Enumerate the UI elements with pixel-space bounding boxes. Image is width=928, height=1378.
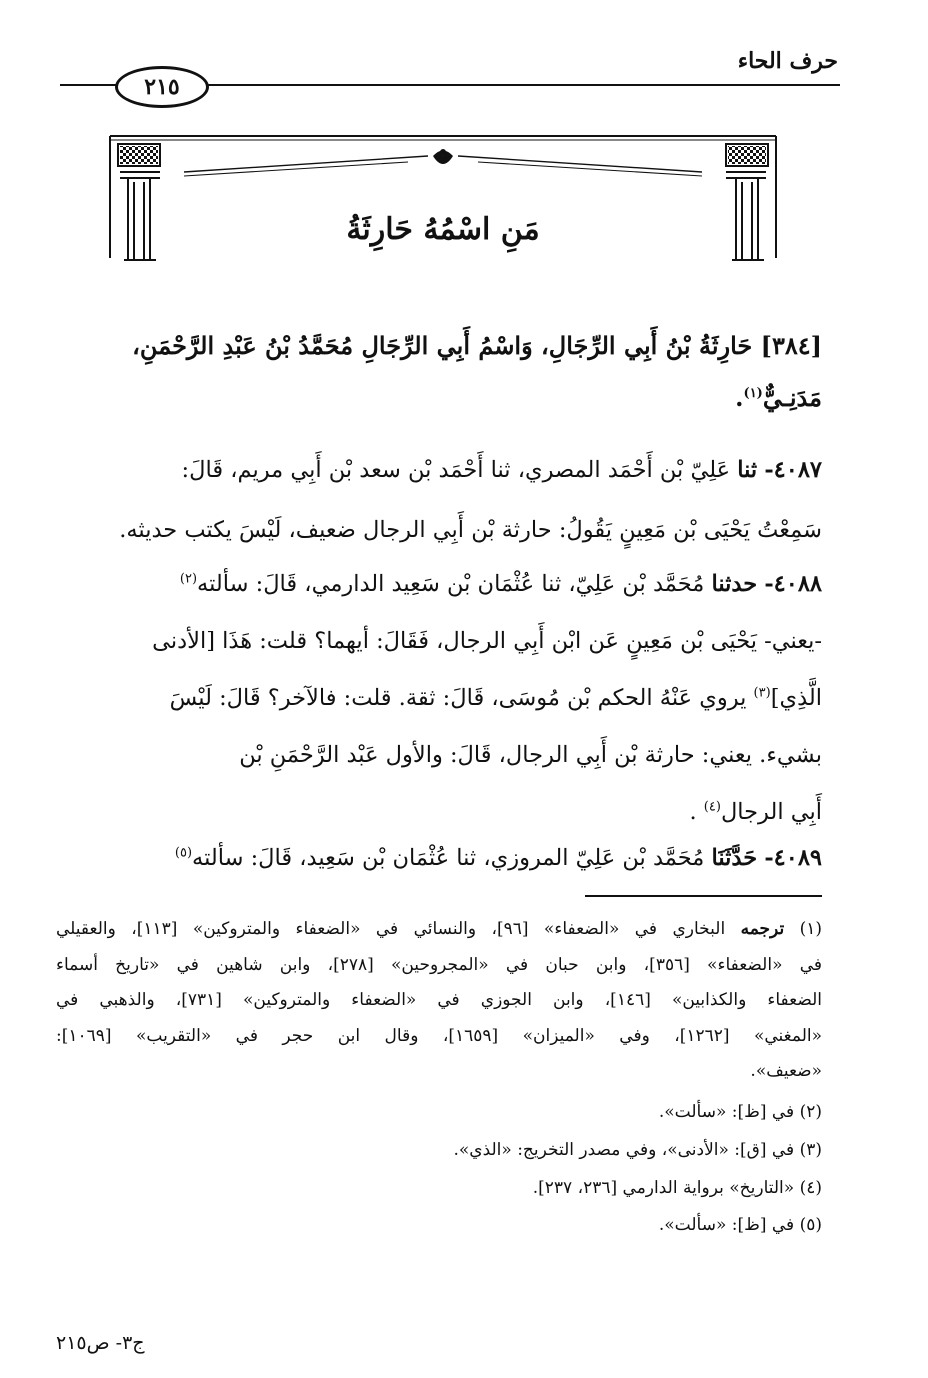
footnote-1 bbox=[56, 912, 822, 1090]
hadith-4088-line-3 bbox=[56, 670, 822, 727]
footnote-ref-4[interactable]: (٤) bbox=[703, 799, 721, 815]
hadith-4087 bbox=[56, 440, 822, 560]
hadith-text: يروي عَنْهُ الحكم بْن مُوسَى، قَالَ: ثقة. قلت: فالآخر؟ قَالَ: لَيْسَ bbox=[169, 685, 747, 711]
footnote-4: (٤) «التاريخ» برواية الدارمي [٢٣٦، ٢٣٧]. bbox=[532, 1178, 822, 1198]
section-title: مَنِ اسْمُهُ حَارِثَةُ bbox=[346, 212, 540, 247]
hadith-4087-line-1 bbox=[56, 440, 822, 500]
footnote-ref-5[interactable]: (٥) bbox=[174, 845, 193, 861]
volume-page-footer: ج٣- ص٢١٥ bbox=[56, 1332, 145, 1354]
entry-heading-line-1 bbox=[56, 320, 822, 372]
footnote-ref-3[interactable]: (٣) bbox=[753, 685, 771, 701]
entry-number: [٣٨٤] bbox=[760, 331, 822, 360]
ornamental-title-frame bbox=[108, 132, 778, 272]
hadith-4088 bbox=[56, 556, 822, 841]
narration-keyword: ثنا bbox=[737, 457, 758, 483]
footnote-keyword: ترجمه bbox=[740, 919, 785, 939]
page-number-badge bbox=[115, 66, 209, 108]
hadith-4089-line-1 bbox=[56, 838, 822, 878]
hadith-text: مُحَمَّد بْن عَلِيّ، ثنا عُثْمَان بْن سَعِيد الدارمي، قَالَ: سألته bbox=[197, 571, 705, 597]
hadith-text: عَلِيّ بْن أَحْمَد المصري، ثنا أَحْمَد بْن سعد بْن أَبِي مريم، قَالَ: bbox=[181, 457, 731, 483]
hadith-number: ٤٠٨٨- bbox=[764, 571, 822, 597]
hadith-text: أَبِي الرجال bbox=[720, 799, 822, 825]
footnote-5: (٥) في [ظ]: «سألت». bbox=[658, 1215, 822, 1235]
footnote-separator bbox=[585, 895, 822, 897]
hadith-4088-line-5 bbox=[56, 784, 822, 841]
hadith-text: مُحَمَّد بْن عَلِيّ المروزي، ثنا عُثْمَان بْن سَعِيد، قَالَ: سألته bbox=[192, 845, 705, 871]
hadith-4089 bbox=[56, 838, 822, 878]
hadith-text: الَّذِي] bbox=[770, 685, 822, 711]
footnote-1-line-2: في «الضعفاء» [٣٥٦]، وابن حبان في «المجروحين» [٢٧٨]، وابن شاهين في «تاريخ أسماء bbox=[56, 954, 822, 975]
entry-heading-line-2 bbox=[56, 372, 822, 424]
hadith-4088-line-2: -يعني- يَحْيَى بْن مَعِينٍ عَن ابْن أَبِي الرجال، فَقَالَ: أيهما؟ قلت: هَذَا [الأدنى bbox=[152, 628, 822, 654]
narration-keyword: حَدَّثَنَا bbox=[711, 845, 758, 871]
entry-line-2: مَدَنِـيٌّ bbox=[762, 383, 822, 412]
entry-heading bbox=[56, 320, 822, 424]
hadith-4088-line-4: بشيء. يعني: حارثة بْن أَبِي الرجال، قَالَ: والأول عَبْد الرَّحْمَنِ بْن bbox=[239, 742, 822, 768]
footnote-1-line-3: الضعفاء والكذابين» [١٤٦]، وابن الجوزي في «الضعفاء والمتروكين» [٧٣١]، والذهبي في bbox=[56, 990, 822, 1010]
footnote-ref-1[interactable]: (١) bbox=[743, 386, 763, 401]
narration-keyword: حدثنا bbox=[711, 571, 758, 597]
hadith-number: ٤٠٨٩- bbox=[764, 845, 822, 871]
hadith-4088-line-1 bbox=[56, 556, 822, 613]
hadith-4087-line-2: سَمِعْتُ يَحْيَى بْن مَعِينٍ يَقُولُ: حارثة بْن أَبِي الرجال ضعيف، لَيْسَ يكتب حديثه. bbox=[119, 517, 822, 543]
footnote-1-line-1 bbox=[56, 912, 822, 948]
hadith-text: . bbox=[689, 799, 697, 825]
entry-line-2-end: . bbox=[735, 383, 744, 412]
footnote-1-line-4: «المغني» [١٢٦٢]، وفي «الميزان» [١٦٥٩]، وقال ابن حجر في «التقريب» [١٠٦٩]: bbox=[56, 1025, 822, 1046]
footnote-1-line-5: «ضعيف». bbox=[750, 1061, 822, 1081]
footnote-3: (٣) في [ق]: «الأدنى»، وفي مصدر التخريج: «الذي». bbox=[453, 1140, 822, 1160]
hadith-number: ٤٠٨٧- bbox=[764, 457, 822, 483]
running-title: حرف الحاء bbox=[737, 48, 838, 74]
footnote-ref-2[interactable]: (٢) bbox=[179, 571, 198, 587]
page-number: ٢١٥ bbox=[144, 74, 180, 100]
footnote-text: البخاري في «الضعفاء» [٩٦]، والنسائي في «الضعفاء والمتروكين» [١١٣]، والعقيلي bbox=[56, 919, 726, 939]
footnote-2: (٢) في [ظ]: «سألت». bbox=[658, 1102, 822, 1122]
entry-line-1: حَارِثَةُ بْنُ أَبِي الرِّجَالِ، وَاسْمُ أَبِي الرِّجَالِ مُحَمَّدُ بْنُ عَبْدِ الرَّحْمَنِ، bbox=[132, 331, 753, 360]
footnote-label: (١) bbox=[799, 919, 823, 939]
